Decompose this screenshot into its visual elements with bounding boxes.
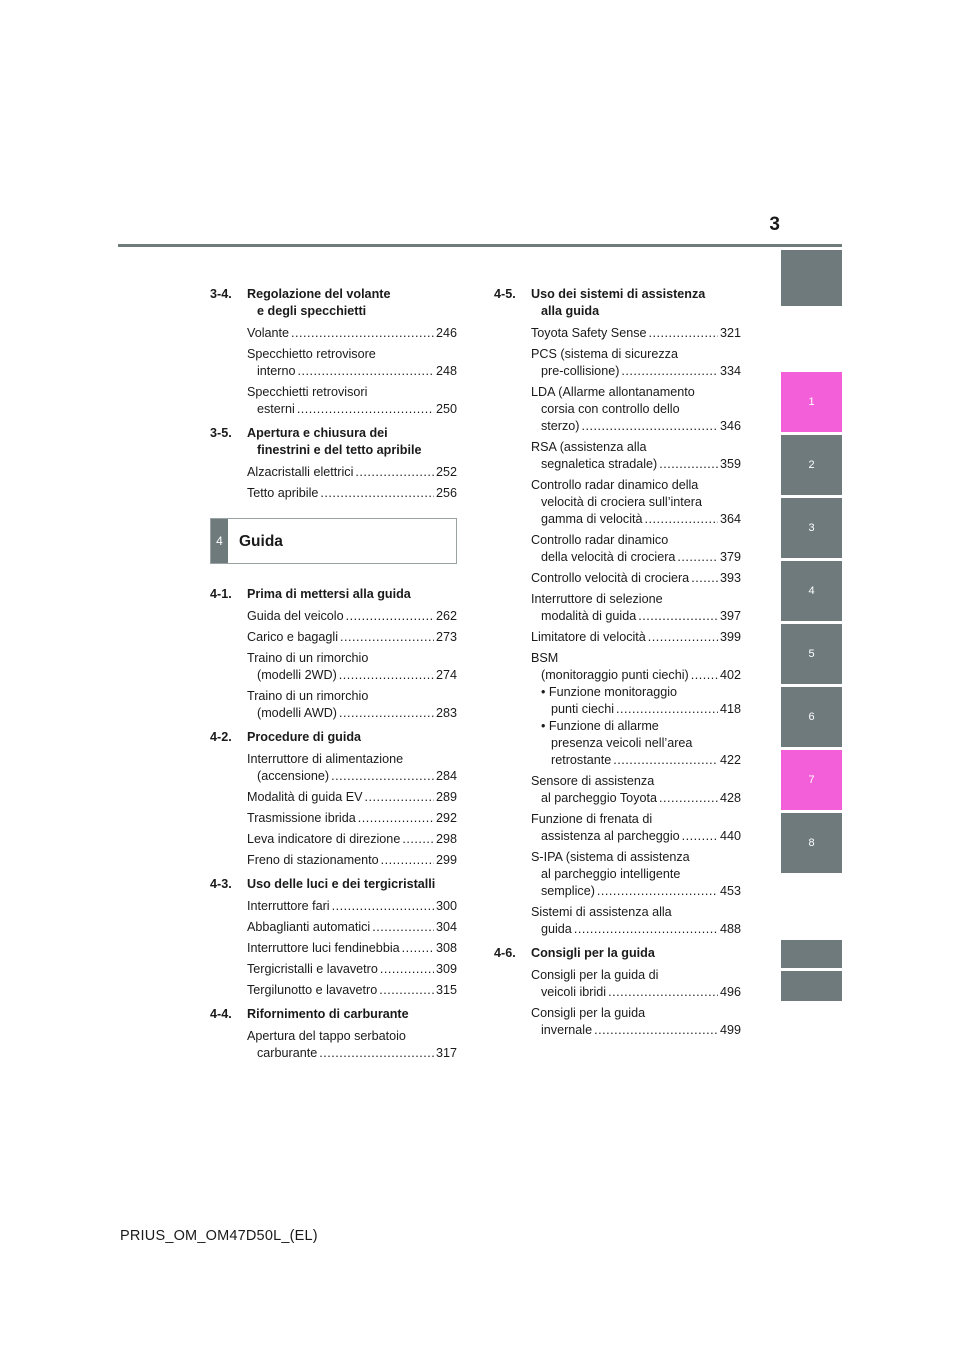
dot-leader [582,418,718,435]
dot-leader [621,363,718,380]
entry-leader-row [247,464,457,481]
entry-text: (modelli 2WD) [257,668,337,682]
page-ref: 488 [719,922,741,936]
entry-text: Freno di stazionamento [247,853,379,867]
chapter-tabs [781,0,842,1358]
section-title: Procedure di guida [247,730,362,744]
entry-leader-row [531,701,741,718]
entry-text: al parcheggio Toyota [541,791,657,805]
entry-text: Controllo velocità di crociera [531,571,690,585]
dot-leader [594,1022,718,1039]
page-ref: 422 [719,753,741,767]
entry-text: S-IPA (sistema di assistenza [531,850,690,864]
toc-entry[interactable] [531,346,741,380]
dot-leader [340,629,434,646]
dot-leader [691,667,718,684]
dot-leader [381,852,434,869]
page-ref: 300 [435,899,457,913]
section-title: Uso delle luci e dei tergicristalli [247,877,436,891]
entry-text: interno [257,364,296,378]
entry-text: carburante [257,1046,318,1060]
entry-text: Consigli per la guida [531,1006,646,1020]
entry-text: esterni [257,402,295,416]
entry-leader-row [247,608,457,625]
entry-text: PCS (sistema di sicurezza [531,347,678,361]
page-ref: 256 [435,486,457,500]
entry-text: Toyota Safety Sense [531,326,647,340]
page-ref: 402 [719,668,741,682]
section-heading[interactable] [210,425,457,459]
entry-text: RSA (assistenza alla [531,440,647,454]
page-ref: 399 [719,630,741,644]
entry-leader-row [531,921,741,938]
dot-leader [291,325,434,342]
entry-text: della velocità di crociera [541,550,676,564]
toc-entry[interactable] [531,439,741,473]
entry-leader-row [247,325,457,342]
entry-text: Sistemi di assistenza alla [531,905,672,919]
page-ref: 262 [435,609,457,623]
dot-leader [574,921,718,938]
section-title: Prima di mettersi alla guida [247,587,411,601]
entry-text: guida [541,922,572,936]
dot-leader [372,919,434,936]
dot-leader [297,401,434,418]
toc-entry[interactable] [247,650,457,684]
toc-entry[interactable] [247,852,457,869]
side-tab-blank[interactable] [781,250,842,306]
page-ref: 359 [719,457,741,471]
entry-text: veicoli ibridi [541,985,607,999]
toc-entry[interactable] [247,898,457,915]
chapter-tab-6[interactable]: 6 [781,687,842,747]
page-ref: 283 [435,706,457,720]
dot-leader [365,789,434,806]
left-top-sections [210,286,457,502]
toc-right-column [494,286,741,1043]
section-title: e degli specchietti [257,304,367,318]
dot-leader [638,608,718,625]
page-ref: 393 [719,571,741,585]
page-ref: 440 [719,829,741,843]
entry-text: modalità di guida [541,609,637,623]
dot-leader [339,667,434,684]
toc-sub-entry[interactable] [531,718,741,769]
dot-leader [319,1045,434,1062]
page-ref: 274 [435,668,457,682]
entry-text: gamma di velocità [541,512,643,526]
dot-leader [331,768,434,785]
section-heading[interactable] [210,876,457,893]
entry-text: Interruttore luci fendinebbia [247,941,400,955]
entry-text: Modalità di guida EV [247,790,363,804]
dot-leader [339,705,434,722]
toc-entry[interactable] [247,940,457,957]
side-tab-blank[interactable] [781,971,842,1001]
section-number: 4-5. [494,287,516,301]
section-title: Uso dei sistemi di assistenza [531,287,706,301]
entry-leader-row [247,898,457,915]
page-ref: 248 [435,364,457,378]
toc-entry[interactable] [247,810,457,827]
entry-text: Guida del veicolo [247,609,344,623]
entry-leader-row [247,961,457,978]
dot-leader [608,984,718,1001]
entry-text: Interruttore di alimentazione [247,752,404,766]
section-number: 4-1. [210,587,232,601]
page-ref: 499 [719,1023,741,1037]
toc-entry[interactable] [531,811,741,845]
page-ref: 334 [719,364,741,378]
section-number: 4-6. [494,946,516,960]
chapter-number-badge: 4 [211,519,228,563]
entry-text: • Funzione monitoraggio [541,685,678,699]
entry-text: Funzione di frenata di [531,812,653,826]
entry-text: presenza veicoli nell’area [551,736,693,750]
toc-entry[interactable] [247,485,457,502]
section-heading[interactable] [210,1006,457,1023]
toc-entry[interactable] [247,831,457,848]
page-ref: 453 [719,884,741,898]
chapter-tab-4[interactable]: 4 [781,561,842,621]
entry-leader-row [247,789,457,806]
toc-entry[interactable] [531,477,741,528]
dot-leader [298,363,434,380]
toc-entry[interactable] [531,570,741,587]
entry-text: Interruttore fari [247,899,330,913]
entry-text: • Funzione di allarme [541,719,659,733]
dot-leader [402,940,434,957]
section-title: Apertura e chiusura dei [247,426,388,440]
entry-text: Leva indicatore di direzione [247,832,401,846]
page-ref: 308 [435,941,457,955]
section-heading[interactable] [494,945,741,962]
entry-leader-row [531,549,741,566]
entry-text: Tetto apribile [247,486,319,500]
section-title: finestrini e del tetto apribile [257,443,422,457]
section-title: alla guida [541,304,600,318]
entry-leader-row [247,401,457,418]
toc-entry[interactable] [247,608,457,625]
chapter-heading [210,518,457,564]
section-number: 3-5. [210,426,232,440]
section-number: 3-4. [210,287,232,301]
toc-entry[interactable] [531,384,741,435]
entry-text: segnaletica stradale) [541,457,658,471]
toc-entry[interactable] [531,650,741,684]
entry-leader-row [247,363,457,380]
entry-leader-row [531,629,741,646]
toc-entry[interactable] [531,967,741,1001]
entry-text: (modelli AWD) [257,706,338,720]
entry-text: Interruttore di selezione [531,592,663,606]
entry-leader-row [247,919,457,936]
entry-text: velocità di crociera sull’intera [541,495,702,509]
entry-leader-row [531,667,741,684]
toc-entry[interactable] [247,688,457,722]
dot-leader [691,570,718,587]
toc-entry[interactable] [531,904,741,938]
section-heading[interactable] [210,586,457,603]
entry-text: BSM [531,651,559,665]
dot-leader [332,898,434,915]
entry-text: invernale [541,1023,593,1037]
toc-entry[interactable] [247,384,457,418]
page-ref: 418 [719,702,741,716]
dot-leader [379,982,434,999]
dot-leader [677,549,718,566]
entry-text: pre-collisione) [541,364,620,378]
page-ref: 364 [719,512,741,526]
page-ref: 299 [435,853,457,867]
entry-leader-row [531,883,741,900]
page-ref: 284 [435,769,457,783]
entry-text: Volante [247,326,290,340]
page-ref: 246 [435,326,457,340]
toc-entry[interactable] [531,773,741,807]
page-ref: 309 [435,962,457,976]
entry-text: Consigli per la guida di [531,968,659,982]
page-ref: 304 [435,920,457,934]
dot-leader [402,831,434,848]
entry-leader-row [531,1022,741,1039]
chapter-tab-5[interactable]: 5 [781,624,842,684]
entry-text: semplice) [541,884,595,898]
page-ref: 315 [435,983,457,997]
entry-leader-row [247,810,457,827]
entry-leader-row [531,608,741,625]
section-number: 4-2. [210,730,232,744]
entry-leader-row [247,1045,457,1062]
entry-text: Apertura del tappo serbatoio [247,1029,406,1043]
entry-leader-row [531,363,741,380]
page-ref: 496 [719,985,741,999]
toc-entry[interactable] [247,961,457,978]
top-rule [118,244,842,247]
section-number: 4-4. [210,1007,232,1021]
section-number: 4-3. [210,877,232,891]
dot-leader [358,810,434,827]
dot-leader [659,790,718,807]
entry-leader-row [531,511,741,528]
entry-text: assistenza al parcheggio [541,829,680,843]
dot-leader [380,961,434,978]
entry-leader-row [531,984,741,1001]
toc-entry[interactable] [531,591,741,625]
entry-text: retrostante [551,753,612,767]
section-title: Rifornimento di carburante [247,1007,409,1021]
entry-leader-row [247,831,457,848]
dot-leader [616,701,718,718]
entry-text: LDA (Allarme allontanamento [531,385,695,399]
page-ref: 292 [435,811,457,825]
page-ref: 346 [719,419,741,433]
entry-text: Tergilunotto e lavavetro [247,983,378,997]
entry-leader-row [531,828,741,845]
entry-text: sterzo) [541,419,580,433]
entry-text: Carico e bagagli [247,630,339,644]
page-ref: 428 [719,791,741,805]
dot-leader [682,828,718,845]
page-ref: 317 [435,1046,457,1060]
entry-leader-row [247,667,457,684]
entry-text: Limitatore di velocità [531,630,646,644]
side-tab-blank[interactable] [781,940,842,968]
page-number: 3 [769,214,780,235]
entry-leader-row [531,456,741,473]
entry-leader-row [247,705,457,722]
toc-entry[interactable] [531,325,741,342]
entry-text: Specchietti retrovisori [247,385,368,399]
entry-leader-row [247,982,457,999]
dot-leader [355,464,434,481]
entry-text: Abbaglianti automatici [247,920,371,934]
dot-leader [659,456,718,473]
toc-entry[interactable] [531,1005,741,1039]
page-ref: 273 [435,630,457,644]
page-ref: 289 [435,790,457,804]
chapter-tab-7[interactable]: 7 [781,750,842,810]
left-bottom-sections [210,586,457,1062]
toc-entry[interactable] [247,464,457,481]
toc-entry[interactable] [247,751,457,785]
entry-text: Specchietto retrovisore [247,347,376,361]
dot-leader [648,629,718,646]
section-heading[interactable] [210,286,457,320]
toc-sub-entry[interactable] [531,684,741,718]
entry-leader-row [247,768,457,785]
footer-code: PRIUS_OM_OM47D50L_(EL) [120,1228,318,1244]
entry-leader-row [247,629,457,646]
entry-text: (accensione) [257,769,330,783]
page-ref: 379 [719,550,741,564]
page-ref: 298 [435,832,457,846]
dot-leader [346,608,434,625]
chapter-tab-8[interactable]: 8 [781,813,842,873]
entry-leader-row [531,325,741,342]
entry-text: Controllo radar dinamico della [531,478,699,492]
entry-leader-row [247,485,457,502]
toc-entry[interactable] [247,629,457,646]
entry-text: Alzacristalli elettrici [247,465,354,479]
toc-entry[interactable] [247,789,457,806]
toc-entry[interactable] [531,532,741,566]
entry-text: punti ciechi [551,702,615,716]
toc-entry[interactable] [247,346,457,380]
entry-text: Controllo radar dinamico [531,533,669,547]
toc-entry[interactable] [531,629,741,646]
toc-entry[interactable] [247,919,457,936]
toc-entry[interactable] [247,325,457,342]
entry-leader-row [531,570,741,587]
entry-text: Tergicristalli e lavavetro [247,962,378,976]
entry-text: corsia con controllo dello [541,402,680,416]
section-heading[interactable] [494,286,741,320]
section-title: Consigli per la guida [531,946,655,960]
toc-entry[interactable] [531,849,741,900]
chapter-tab-2[interactable]: 2 [781,435,842,495]
toc-entry[interactable] [247,1028,457,1062]
toc-left-column [210,286,457,1066]
entry-leader-row [531,418,741,435]
toc-entry[interactable] [247,982,457,999]
dot-leader [613,752,718,769]
dot-leader [645,511,718,528]
entry-leader-row [247,940,457,957]
entry-leader-row [531,790,741,807]
section-title: Regolazione del volante [247,287,391,301]
chapter-title: Guida [239,532,283,550]
dot-leader [320,485,434,502]
entry-text: Sensore di assistenza [531,774,655,788]
entry-text: Traino di un rimorchio [247,651,369,665]
page-ref: 397 [719,609,741,623]
page-ref: 321 [719,326,741,340]
entry-leader-row [247,852,457,869]
page-ref: 250 [435,402,457,416]
section-heading[interactable] [210,729,457,746]
chapter-tab-3[interactable]: 3 [781,498,842,558]
entry-text: Trasmissione ibrida [247,811,356,825]
entry-leader-row [531,752,741,769]
entry-text: Traino di un rimorchio [247,689,369,703]
entry-text: (monitoraggio punti ciechi) [541,668,689,682]
entry-text: al parcheggio intelligente [541,867,681,881]
chapter-tab-1[interactable]: 1 [781,372,842,432]
page-ref: 252 [435,465,457,479]
dot-leader [649,325,718,342]
dot-leader [597,883,718,900]
